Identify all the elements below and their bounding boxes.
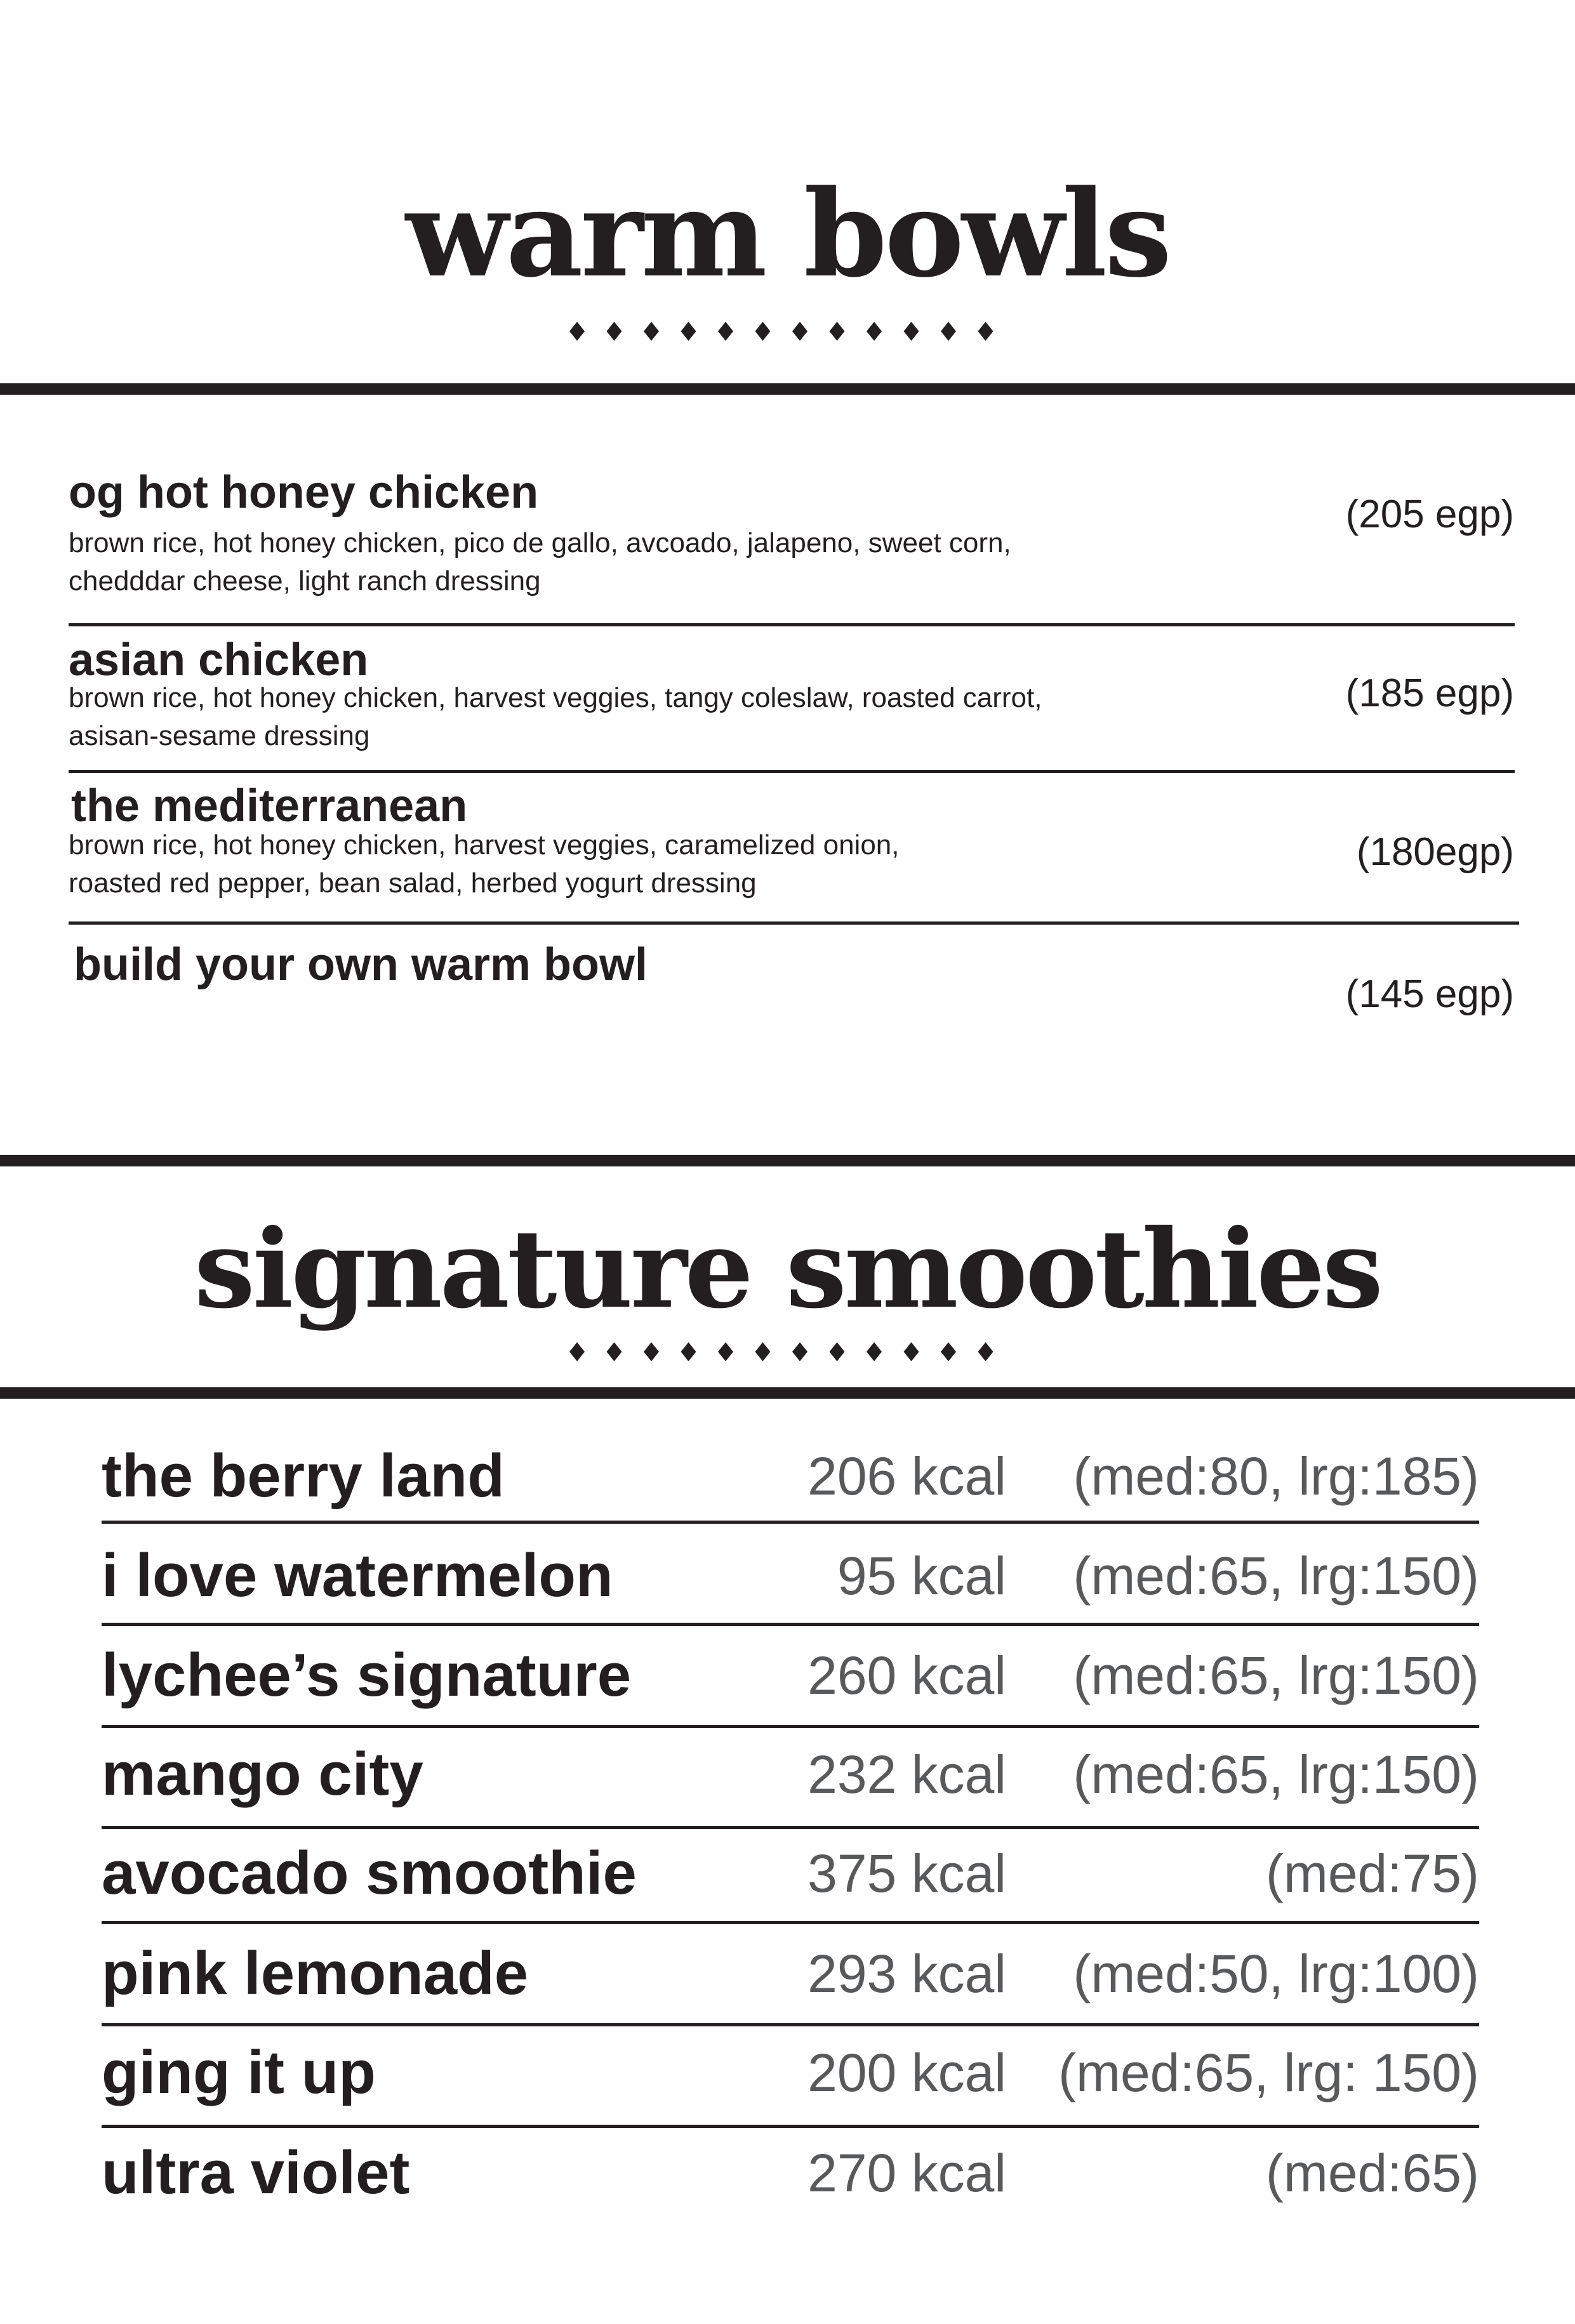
bowl-name: build your own warm bowl xyxy=(74,939,648,990)
bowl-name: asian chicken xyxy=(69,635,369,685)
smoothie-price: (med:65, lrg: 150) xyxy=(1058,2043,1479,2103)
smoothie-kcal: 260 kcal xyxy=(807,1646,1006,1705)
diamond-icon xyxy=(867,322,882,341)
smoothie-kcal: 232 kcal xyxy=(807,1745,1006,1804)
bowl-description-line: brown rice, hot honey chicken, harvest veggies, caramelized onion, xyxy=(69,829,900,861)
diamond-icon xyxy=(681,1342,696,1361)
bowl-description-line: asisan-sesame dressing xyxy=(69,720,370,751)
smoothie-kcal: 375 kcal xyxy=(807,1844,1006,1903)
smoothie-name: the berry land xyxy=(102,1442,505,1510)
row-divider xyxy=(102,2125,1479,2128)
diamond-icon xyxy=(607,322,622,341)
diamond-icon xyxy=(755,1342,771,1361)
row-divider xyxy=(102,1725,1479,1728)
bowl-description-line: brown rice, hot honey chicken, pico de gallo, avcoado, jalapeno, sweet corn, xyxy=(69,527,1011,558)
smoothie-price: (med:50, lrg:100) xyxy=(1073,1944,1479,2004)
section-divider xyxy=(0,383,1575,395)
section-divider xyxy=(0,1387,1575,1399)
row-divider xyxy=(102,2023,1479,2026)
smoothie-kcal: 270 kcal xyxy=(807,2143,1006,2203)
bowl-price: (145 egp) xyxy=(1345,972,1514,1016)
smoothie-row xyxy=(102,1641,1479,1715)
row-divider xyxy=(102,1826,1479,1829)
bowl-price: (205 egp) xyxy=(1345,492,1514,536)
bowl-description-line: chedddar cheese, light ranch dressing xyxy=(69,565,541,597)
smoothie-name: ging it up xyxy=(102,2038,376,2106)
diamond-icon xyxy=(904,1342,919,1361)
section-divider xyxy=(0,1155,1575,1166)
smoothie-row xyxy=(102,1740,1479,1814)
smoothie-price: (med:65, lrg:150) xyxy=(1073,1546,1479,1606)
bowl-name: the mediterranean xyxy=(71,781,468,831)
smoothie-kcal: 200 kcal xyxy=(807,2043,1006,2103)
diamond-icon xyxy=(644,1342,659,1361)
bowl-description xyxy=(69,524,1211,600)
diamond-icon xyxy=(644,322,659,341)
diamond-icon xyxy=(904,322,919,341)
diamond-icon xyxy=(569,322,585,341)
diamond-icon xyxy=(867,1342,882,1361)
smoothie-price: (med:65) xyxy=(1265,2143,1479,2203)
warm-bowls-title: warm bowls xyxy=(405,164,1170,304)
diamond-icon xyxy=(941,1342,956,1361)
bowl-description xyxy=(69,826,1211,902)
smoothie-name: lychee’s signature xyxy=(102,1641,632,1709)
row-divider xyxy=(102,1521,1479,1524)
smoothie-row xyxy=(102,2139,1479,2212)
diamond-icon xyxy=(681,322,696,341)
smoothie-price: (med:80, lrg:185) xyxy=(1073,1446,1479,1506)
diamond-ornament-icon xyxy=(0,1339,1575,1364)
bowl-description-line: roasted red pepper, bean salad, herbed yogurt dressing xyxy=(69,868,757,899)
diamond-icon xyxy=(718,322,733,341)
signature-smoothies-title: signature smoothies xyxy=(194,1206,1381,1333)
diamond-icon xyxy=(755,322,771,341)
row-divider xyxy=(69,770,1515,773)
smoothie-kcal: 206 kcal xyxy=(807,1446,1006,1506)
smoothie-kcal: 95 kcal xyxy=(837,1546,1006,1606)
smoothie-price: (med:65, lrg:150) xyxy=(1073,1745,1479,1804)
diamond-icon xyxy=(830,322,845,341)
diamond-icon xyxy=(978,1342,994,1361)
row-divider xyxy=(102,1921,1479,1924)
diamond-icon xyxy=(792,1342,807,1361)
smoothie-name: avocado smoothie xyxy=(102,1839,637,1907)
smoothie-name: i love watermelon xyxy=(102,1542,613,1609)
bowl-price: (180egp) xyxy=(1356,830,1514,874)
smoothie-row xyxy=(102,1939,1479,2013)
diamond-icon xyxy=(792,322,807,341)
bowl-description xyxy=(69,679,1211,755)
smoothie-row xyxy=(102,1442,1479,1515)
smoothie-row xyxy=(102,1542,1479,1615)
diamond-icon xyxy=(830,1342,845,1361)
row-divider xyxy=(102,1623,1479,1626)
row-divider xyxy=(69,623,1515,626)
bowl-description-line: brown rice, hot honey chicken, harvest veggies, tangy coleslaw, roasted carrot, xyxy=(69,682,1042,713)
diamond-icon xyxy=(941,322,956,341)
diamond-icon xyxy=(718,1342,733,1361)
bowl-price: (185 egp) xyxy=(1345,671,1514,715)
smoothie-kcal: 293 kcal xyxy=(807,1944,1006,2004)
smoothie-row xyxy=(102,1839,1479,1913)
smoothie-name: pink lemonade xyxy=(102,1939,529,2007)
smoothie-row xyxy=(102,2038,1479,2112)
bowl-name: og hot honey chicken xyxy=(69,467,539,518)
smoothie-name: mango city xyxy=(102,1740,423,1808)
smoothie-price: (med:65, lrg:150) xyxy=(1073,1646,1479,1705)
diamond-ornament-icon xyxy=(0,319,1575,344)
smoothie-price: (med:75) xyxy=(1265,1844,1479,1903)
smoothie-name: ultra violet xyxy=(102,2139,410,2207)
row-divider xyxy=(69,921,1519,925)
diamond-icon xyxy=(978,322,994,341)
diamond-icon xyxy=(569,1342,585,1361)
diamond-icon xyxy=(607,1342,622,1361)
